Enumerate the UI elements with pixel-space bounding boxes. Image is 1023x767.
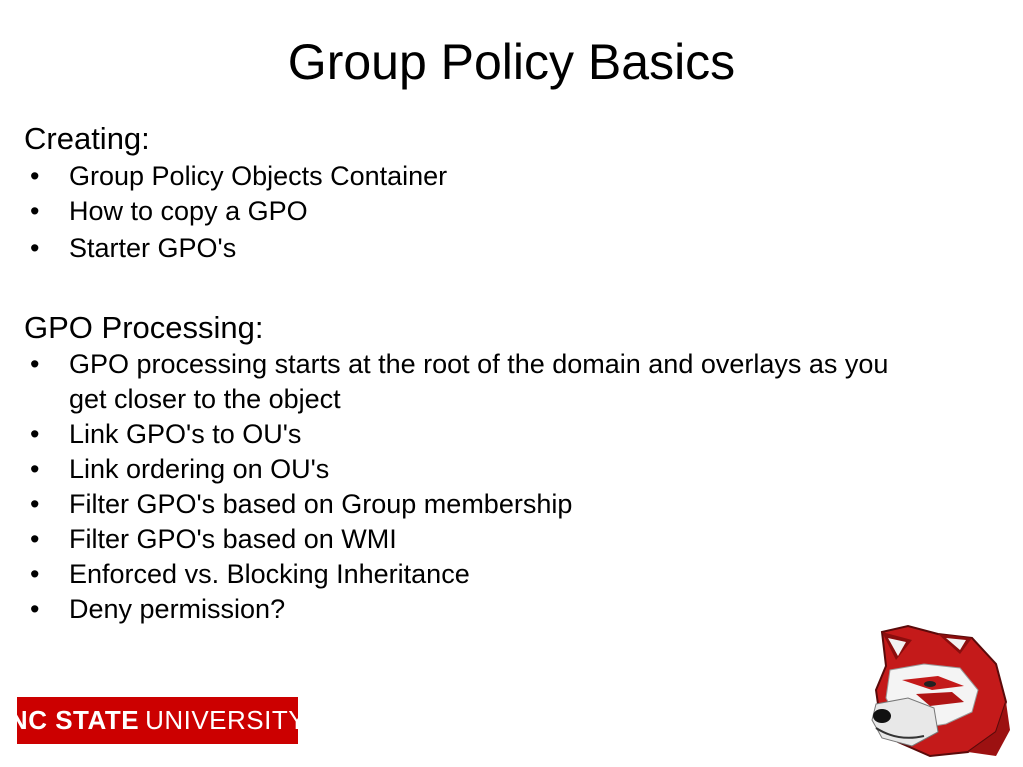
logo-bold-text: NC STATE <box>8 705 140 735</box>
list-item: • Starter GPO's <box>0 231 900 266</box>
list-item: • Link ordering on OU's <box>0 452 900 487</box>
bullet-list-creating <box>0 159 900 266</box>
list-item: • GPO processing starts at the root of the domain and overlays as you get closer to the object <box>30 349 889 414</box>
bullet-list-gpo-processing <box>0 347 900 627</box>
bullet-icon: • <box>30 419 40 449</box>
nc-state-university-logo <box>8 697 307 744</box>
logo-regular-text: UNIVERSITY <box>145 705 307 735</box>
bullet-icon: • <box>30 559 40 589</box>
list-item: • Link GPO's to OU's <box>0 417 900 452</box>
bullet-icon: • <box>30 233 40 263</box>
bullet-icon: • <box>30 349 40 379</box>
bullet-icon: • <box>30 161 40 191</box>
section-heading-gpo-processing: GPO Processing: <box>24 310 264 345</box>
list-item: • How to copy a GPO <box>0 194 900 229</box>
wolf-mascot-icon <box>868 620 1018 760</box>
list-item: • Filter GPO's based on WMI <box>0 522 900 557</box>
bullet-icon: • <box>30 489 40 519</box>
bullet-icon: • <box>30 196 40 226</box>
list-item: • Enforced vs. Blocking Inheritance <box>0 557 900 592</box>
bullet-icon: • <box>30 594 40 624</box>
list-item: • Deny permission? <box>0 592 900 627</box>
section-heading-creating: Creating: <box>24 121 150 156</box>
list-item: • Filter GPO's based on Group membership <box>0 487 900 522</box>
bullet-icon: • <box>30 454 40 484</box>
list-item: • Group Policy Objects Container <box>0 159 900 194</box>
bullet-icon: • <box>30 524 40 554</box>
slide-title: Group Policy Basics <box>287 34 736 90</box>
